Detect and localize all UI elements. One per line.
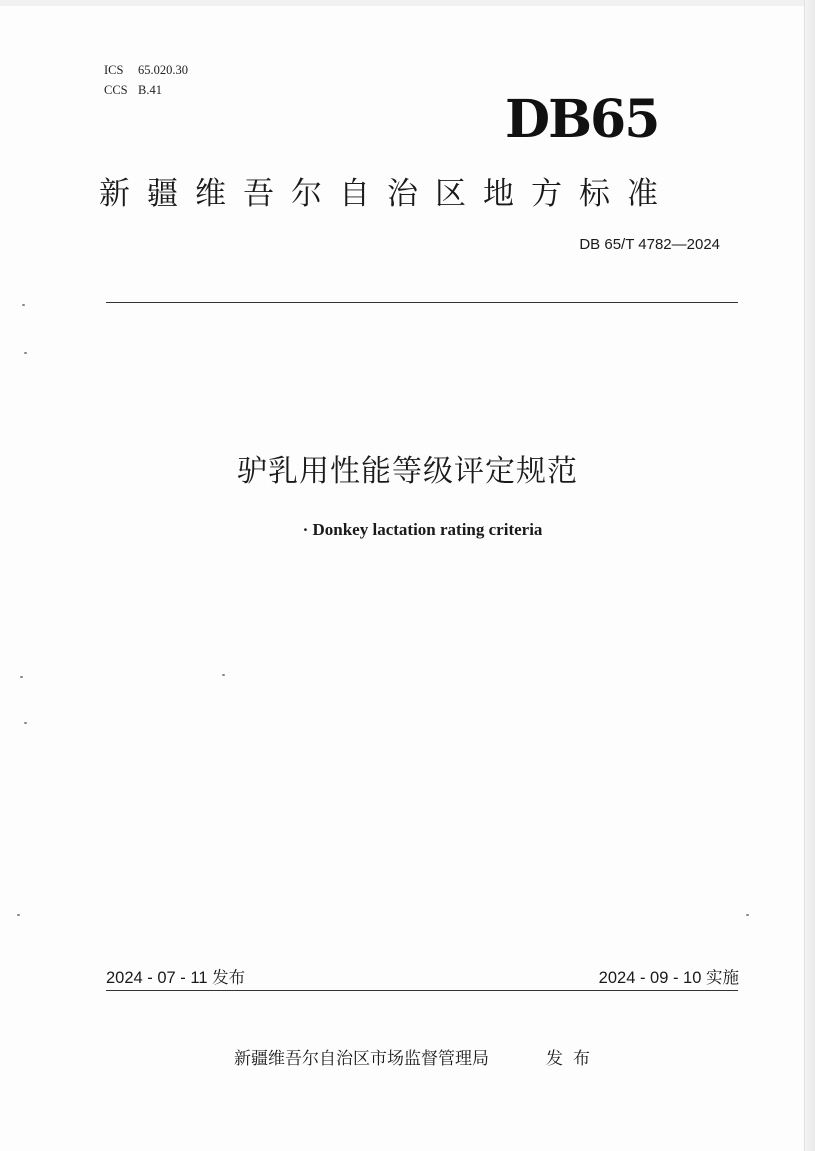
scan-speck xyxy=(20,676,23,678)
organization-title: 新疆维吾尔自治区地方标准 xyxy=(99,176,675,212)
db65-logo: DB65 xyxy=(505,89,659,150)
scan-speck xyxy=(24,722,27,724)
scan-speck xyxy=(22,304,25,306)
scan-speck xyxy=(746,914,749,916)
standard-number: DB 65/T 4782—2024 xyxy=(579,236,720,253)
scan-speck xyxy=(17,914,20,916)
issue-date: 2024 - 07 - 11 发布 xyxy=(106,969,246,987)
issuing-authority: 新疆维吾尔自治区市场监督管理局 xyxy=(234,1049,489,1069)
scan-top-strip xyxy=(0,0,815,6)
bottom-divider xyxy=(106,990,738,991)
top-divider xyxy=(106,302,738,303)
implementation-date: 2024 - 09 - 10 实施 xyxy=(598,969,739,987)
ics-label: ICS xyxy=(104,63,124,77)
ccs-value: B.41 xyxy=(138,83,162,97)
document-title-en: · Donkey lactation rating criteria xyxy=(302,520,543,539)
ics-code xyxy=(104,60,188,80)
ccs-label: CCS xyxy=(104,83,128,97)
ccs-code xyxy=(104,80,188,100)
scan-page-edge xyxy=(804,0,815,1151)
classification-codes xyxy=(104,60,188,100)
scan-speck xyxy=(24,352,27,354)
issue-label: 发布 xyxy=(546,1049,600,1069)
scan-speck xyxy=(222,674,225,676)
document-title-cn: 驴乳用性能等级评定规范 xyxy=(237,454,578,489)
ics-value: 65.020.30 xyxy=(138,63,188,77)
